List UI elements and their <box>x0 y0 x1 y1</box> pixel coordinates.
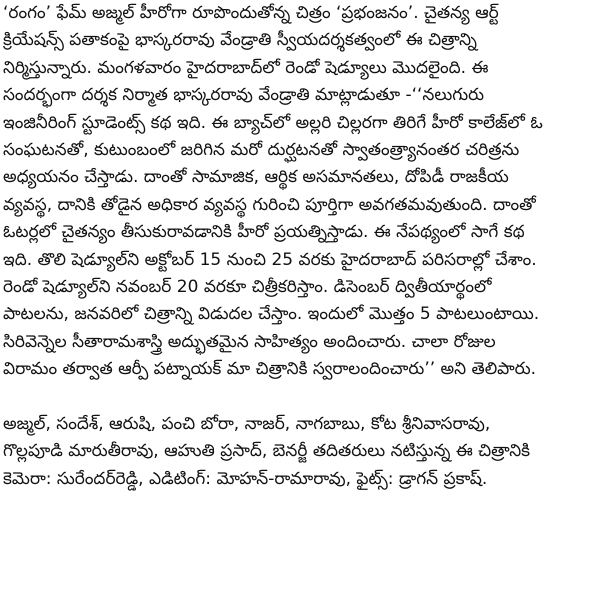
text-line: గొల్లపూడి మారుతీరావు, ఆహుతి ప్రసాద్, బెనర్జీ తదితరులు నటిస్తున్న ఈ చిత్రానికి <box>3 441 531 462</box>
text-line: పాటలను, జనవరిలో చిత్రాన్ని విడుదల చేస్తాం. ఇందులో మొత్తం 5 పాటలుంటాయి. <box>3 304 540 325</box>
text-line: ఇది. తొలి షెడ్యూల్‌ని అక్టోబర్ 15 నుంచి 25 వరకు హైదరాబాద్ పరిసరాల్లో చేశాం. <box>3 249 537 270</box>
paragraph-cast-crew <box>3 411 597 493</box>
text-line: సంఘటనతో, కుటుంబంలో జరిగిన మరో దుర్ఘటనతో స్వాతంత్ర్యానంతర చరిత్రను <box>3 139 520 160</box>
text-line: ఇంజినీరింగ్ స్టూడెంట్స్ కథ ఇది. ఈ బ్యాచ్‌లో అల్లరి చిల్లరగా తిరిగే హీరో కాలేజ్‌లో ఓ <box>3 112 543 133</box>
text-line: అధ్యయనం చేస్తాడు. దాంతో సామాజిక, ఆర్థిక అసమానతలు, దోపిడీ రాజకీయ <box>3 167 509 188</box>
text-line: సిరివెన్నెల సీతారామశాస్త్రి అద్భుతమైన సాహిత్యం అందించారు. చాలా రోజుల <box>3 331 496 352</box>
text-line: విరామం తర్వాత ఆర్పీ పట్నాయక్ మా చిత్రానికి స్వరాలందించారు’’ అని తెలిపారు. <box>3 359 537 380</box>
paragraph-gap <box>3 383 597 410</box>
text-line: సందర్భంగా దర్శక నిర్మాత భాస్కరరావు వేండ్రాతి మాట్లాడుతూ -‘‘నలుగురు <box>3 85 485 106</box>
text-line: కెమెరా: సురేందర్‌రెడ్డి, ఎడిటింగ్: మోహన్-రామారావు, ఫైట్స్: డ్రాగన్ ప్రకాష్. <box>3 468 488 489</box>
text-line: రెండో షెడ్యూల్‌ని నవంబర్ 20 వరకూ చిత్రీకరిస్తాం. డిసెంబర్ ద్వితీయార్థంలో <box>3 276 492 297</box>
text-line: నిర్మిస్తున్నారు. మంగళవారం హైదరాబాద్‌లో రెండో షెడ్యూలు మొదలైంది. ఈ <box>3 57 489 78</box>
text-line: వ్యవస్థ, దానికి తోడైన అధికార వ్యవస్థ గురించి పూర్తిగా అవగతమవుతుంది. దాంతో <box>3 194 536 215</box>
paragraph-plot <box>3 0 597 383</box>
text-line: అజ్మల్, సందేశ్, ఆరుషి, పంచి బోరా, నాజర్, నాగబాబు, కోట శ్రీనివాసరావు, <box>3 413 491 434</box>
text-line: ఓటర్లలో చైతన్యం తీసుకురావడానికి హీరో ప్రయత్నిస్తాడు. ఈ నేపథ్యంలో సాగే కథ <box>3 222 525 243</box>
article-body <box>3 0 597 493</box>
text-line: ‘రంగం’ ఫేమ్ అజ్మల్ హీరోగా రూపొందుతోన్న చిత్రం ‘ప్రభంజనం’. చైతన్య ఆర్ట్ <box>3 3 499 23</box>
text-line: క్రియేషన్స్ పతాకంపై భాస్కరరావు వేండ్రాతి స్వీయదర్శకత్వంలో ఈ చిత్రాన్ని <box>3 30 477 51</box>
